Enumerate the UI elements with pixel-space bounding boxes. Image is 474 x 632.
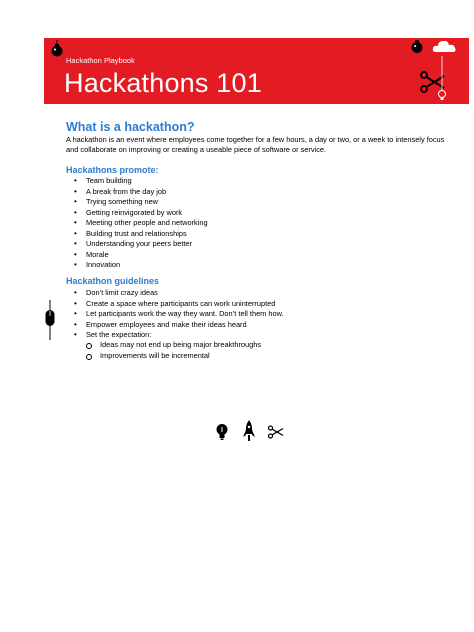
- list-item: • Meeting other people and networking: [66, 218, 208, 229]
- section-heading-promote: Hackathons promote:: [66, 165, 159, 175]
- scissors-icon: [268, 425, 284, 439]
- bomb-icon: [50, 40, 64, 58]
- list-item: • A break from the day job: [66, 187, 208, 198]
- lightbulb-icon: [437, 56, 447, 102]
- rocket-icon: [243, 420, 255, 442]
- section-heading-guidelines: Hackathon guidelines: [66, 276, 160, 286]
- section-heading-what-is: What is a hackathon?: [66, 120, 195, 134]
- list-item: • Trying something new: [66, 197, 208, 208]
- bomb-icon: [410, 38, 424, 54]
- header-subtitle: Hackathon Playbook: [66, 56, 135, 65]
- mouse-icon: [44, 300, 56, 340]
- list-item: • Innovation: [66, 260, 208, 271]
- list-item: • Create a space where participants can work uninterrupted: [66, 299, 284, 310]
- list-item: • Set the expectation:: [66, 330, 284, 341]
- list-item: • Understanding your peers better: [66, 239, 208, 250]
- expectation-sublist: [66, 340, 261, 361]
- list-item: • Don’t limit crazy ideas: [66, 288, 284, 299]
- list-item: • Building trust and relationships: [66, 229, 208, 240]
- guidelines-list: [66, 288, 284, 341]
- list-item: • Empower employees and make their ideas heard: [66, 320, 284, 331]
- cloud-icon: [432, 38, 458, 54]
- page-title: Hackathons 101: [64, 68, 262, 98]
- promote-list: [66, 176, 208, 271]
- list-item: • Getting reinvigorated by work: [66, 208, 208, 219]
- sub-list-item: Improvements will be incremental: [66, 351, 261, 362]
- list-item: • Morale: [66, 250, 208, 261]
- sub-list-item: Ideas may not end up being major breakthroughs: [66, 340, 261, 351]
- intro-paragraph: A hackathon is an event where employees come together for a few hours, a day or two, or a week to intensely focus and collaborate on improving or creating a useable piece of software or service.: [66, 135, 445, 154]
- lightbulb-icon: [216, 423, 228, 441]
- list-item: • Team building: [66, 176, 208, 187]
- list-item: • Let participants work the way they want. Don’t tell them how.: [66, 309, 284, 320]
